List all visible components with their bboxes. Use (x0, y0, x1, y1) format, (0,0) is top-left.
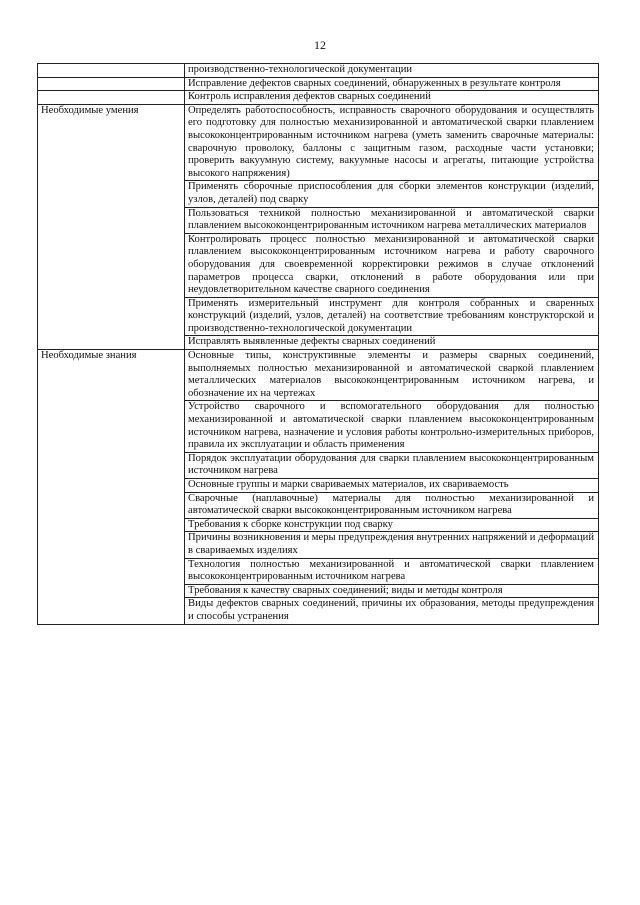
description-cell: Контроль исправления дефектов сварных соединений (185, 91, 599, 105)
category-cell-empty (38, 64, 185, 78)
knowledge-item: Технология полностью механизированной и автоматической сварки плавлением высококонцентрированным источником нагрева (185, 558, 599, 584)
skill-item: Определять работоспособность, исправность сварочного оборудования и осуществлять его подготовку для полностью механизированной и автоматической сварки плавлением высококонцентрированным источником нагрева (уметь заменить сварочные материалы: сварочную проволоку, баллоны с защитным газом, расходные части установки; проверить вакуумную систему, вакуумные насосы и агрегаты, питающие устройства высокого напряжения) (185, 104, 599, 181)
skill-item: Пользоваться техникой полностью механизированной и автоматической сварки плавлением высококонцентрированным источником нагрева металлических материалов (185, 207, 599, 233)
table-row (38, 91, 599, 105)
skill-item: Применять измерительный инструмент для контроля собранных и сваренных конструкций (изделий, узлов, деталей) на соответствие требованиям конструкторской и производственно-технологической документации (185, 297, 599, 336)
knowledge-item: Сварочные (наплавочные) материалы для полностью механизированной и автоматической сварки высококонцентрированным источником нагрева (185, 492, 599, 518)
table-row (38, 77, 599, 91)
category-cell-empty (38, 91, 185, 105)
knowledge-item: Основные группы и марки свариваемых материалов, их свариваемость (185, 479, 599, 493)
description-cell: производственно-технологической документации (185, 64, 599, 78)
table-row (38, 350, 599, 401)
page-number: 12 (314, 38, 326, 52)
knowledge-item: Основные типы, конструктивные элементы и размеры сварных соединений, выполняемых полностью механизированной и автоматической сваркой плавлением металлических материалов высококонцентрированным источником нагрева, и обозначение их на чертежах (185, 350, 599, 401)
skill-item: Применять сборочные приспособления для сборки элементов конструкции (изделий, узлов, деталей) под сварку (185, 181, 599, 207)
table-row (38, 104, 599, 181)
skills-label: Необходимые умения (38, 104, 185, 349)
competency-table (37, 63, 599, 625)
knowledge-label: Необходимые знания (38, 350, 185, 624)
knowledge-item: Причины возникновения и меры предупреждения внутренних напряжений и деформаций в свариваемых изделиях (185, 532, 599, 558)
knowledge-item: Требования к качеству сварных соединений; виды и методы контроля (185, 584, 599, 598)
knowledge-item: Требования к сборке конструкции под сварку (185, 518, 599, 532)
table-row (38, 64, 599, 78)
skill-item: Исправлять выявленные дефекты сварных соединений (185, 336, 599, 350)
knowledge-item: Виды дефектов сварных соединений, причины их образования, методы предупреждения и способы устранения (185, 598, 599, 624)
skill-item: Контролировать процесс полностью механизированной и автоматической сварки плавлением высококонцентрированным источником нагрева и работу сварочного оборудования для своевременной корректировки режимов в случае отклонений параметров процесса сварки, отклонений в работе оборудования или при неудовлетворительном качестве сварного соединения (185, 233, 599, 297)
knowledge-item: Устройство сварочного и вспомогательного оборудования для полностью механизированной и автоматической сварки плавлением высококонцентрированным источником нагрева, назначение и условия работы контрольно-измерительных приборов, правила их эксплуатации и область применения (185, 401, 599, 452)
category-cell-empty (38, 77, 185, 91)
description-cell: Исправление дефектов сварных соединений, обнаруженных в результате контроля (185, 77, 599, 91)
knowledge-item: Порядок эксплуатации оборудования для сварки плавлением высококонцентрированным источником нагрева (185, 452, 599, 478)
